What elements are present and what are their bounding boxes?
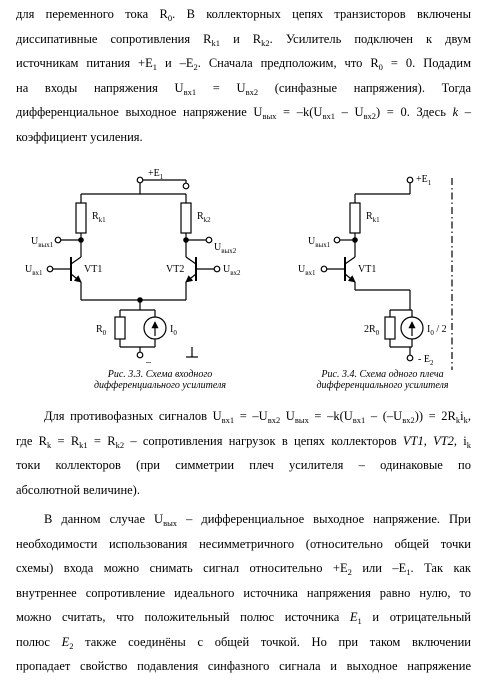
text-line: В данном случае $U_{вых}$ – дифференциальное выходное напряжение. При (44, 512, 471, 528)
text-line: дифференциальное выходное напряжение $U_{вых} = -k(U_{вх1} - U_{вх2}) = 0$. Здесь k – (16, 105, 472, 121)
transistor-vt1 (53, 257, 81, 282)
text-line: абсолютной величине). (16, 482, 140, 497)
text-line: где $R_k = R_{k1} = R_{k2}$ – сопротивления нагрузок в цепях коллекторов VT1, VT2, $i_k$ (16, 433, 472, 450)
resistor-2r0 (385, 317, 395, 339)
text-line: можно считать, что положительный полюс источника $E_1$ и отрицательный (16, 610, 471, 626)
text-line: полюс $E_2$ также соединёны с общей точкой. Но при таком включении (16, 634, 471, 651)
paragraph-intro (16, 2, 471, 149)
resistor-r0 (115, 317, 125, 339)
diagram-labels-fig1 (25, 168, 241, 368)
figure-caption-3-4: Рис. 3.4. Схема одного плеча дифференциального усилителя (316, 369, 449, 391)
text-line: источникам питания $+E_1$ и $-E_2$. Сначала предположим, что $R_0 = 0$. Подадим (16, 56, 471, 72)
text-line: необходимости использования несимметричного (относительно общей точки (16, 536, 471, 551)
paragraph-antiphase (16, 404, 471, 502)
label-vt1: VT1 (84, 264, 103, 275)
label-uvyh2: $U_{вых2}$ (214, 242, 237, 255)
label-uvh1: $U_{вх1}$ (25, 264, 43, 277)
text-line: внутреннее сопротивление идеального источника напряжения равно нулю, то (16, 585, 471, 600)
label-rk1: $R_{k1}$ (92, 211, 106, 224)
transistor-vt1 (327, 257, 355, 282)
text-line: коэффициент усиления. (16, 129, 143, 144)
figures (0, 160, 485, 406)
terminal-e1 (137, 177, 143, 183)
text-line: диссипативные сопротивления $R_{k1}$ и $R_{k2}$. Усилитель подключен к двум (16, 31, 471, 48)
paragraph-output-voltage (16, 507, 471, 679)
label-uvh1: $U_{вх1}$ (298, 264, 316, 277)
text-line: на входы напряжения $U_{вх1} = U_{вх2}$ (синфазные напряжения). Тогда (16, 80, 472, 97)
label-minus: – (146, 357, 151, 368)
diagram-labels-fig2 (298, 174, 447, 367)
text-line: схемы) входа можно снимать сигнал относительно $+E_2$ или $-E_1$. Так как (16, 561, 471, 577)
terminal-e1 (407, 177, 413, 183)
terminal-e2 (407, 355, 413, 361)
label-vt1: VT1 (358, 264, 377, 275)
label-r0: $R_0$ (96, 324, 107, 337)
label-uvyh1: $U_{вых1}$ (31, 236, 54, 249)
label-rk2: $R_{k2}$ (197, 211, 211, 224)
resistor-rk1 (76, 203, 86, 233)
label-e1: $+E_1$ (148, 168, 164, 181)
text-line: токи коллекторов (при симметрии плеч усилителя – одинаковые по (16, 458, 471, 472)
transistor-vt2 (186, 257, 214, 282)
text-line: Для противофазных сигналов $U_{вх1} = -U_{вх2}$ $U_{вых} = -k(U_{вх1} - (-U_{вх2})) = 2R_ki_k$, (44, 409, 471, 425)
resistor-rk2 (181, 203, 191, 233)
label-2r0: $2R_0$ (364, 324, 380, 337)
label-i0: $I_0$ (170, 324, 177, 337)
label-i0-half: $I_0 / 2$ (427, 324, 447, 337)
text-line: пропадает свойство подавления синфазного сигнала и выходное напряжение (16, 659, 471, 673)
label-rk1: $R_{k1}$ (366, 211, 380, 224)
figure-caption-3-3: Рис. 3.3. Схема входного дифференциального усилителя (93, 369, 227, 391)
label-uvh2: $U_{вх2}$ (223, 264, 241, 277)
diagram-one-arm-amplifier (321, 177, 452, 370)
resistor-rk1 (350, 203, 360, 233)
label-vt2: VT2 (166, 264, 185, 275)
diagram-differential-amplifier (47, 177, 220, 358)
text-line: для переменного тока $R_0$. В коллекторных цепях транзисторов включены (16, 7, 471, 23)
label-e2: - $E_2$ (418, 354, 434, 367)
label-e1: $+E_1$ (416, 174, 432, 187)
label-uvyh1: $U_{вых1}$ (308, 236, 331, 249)
